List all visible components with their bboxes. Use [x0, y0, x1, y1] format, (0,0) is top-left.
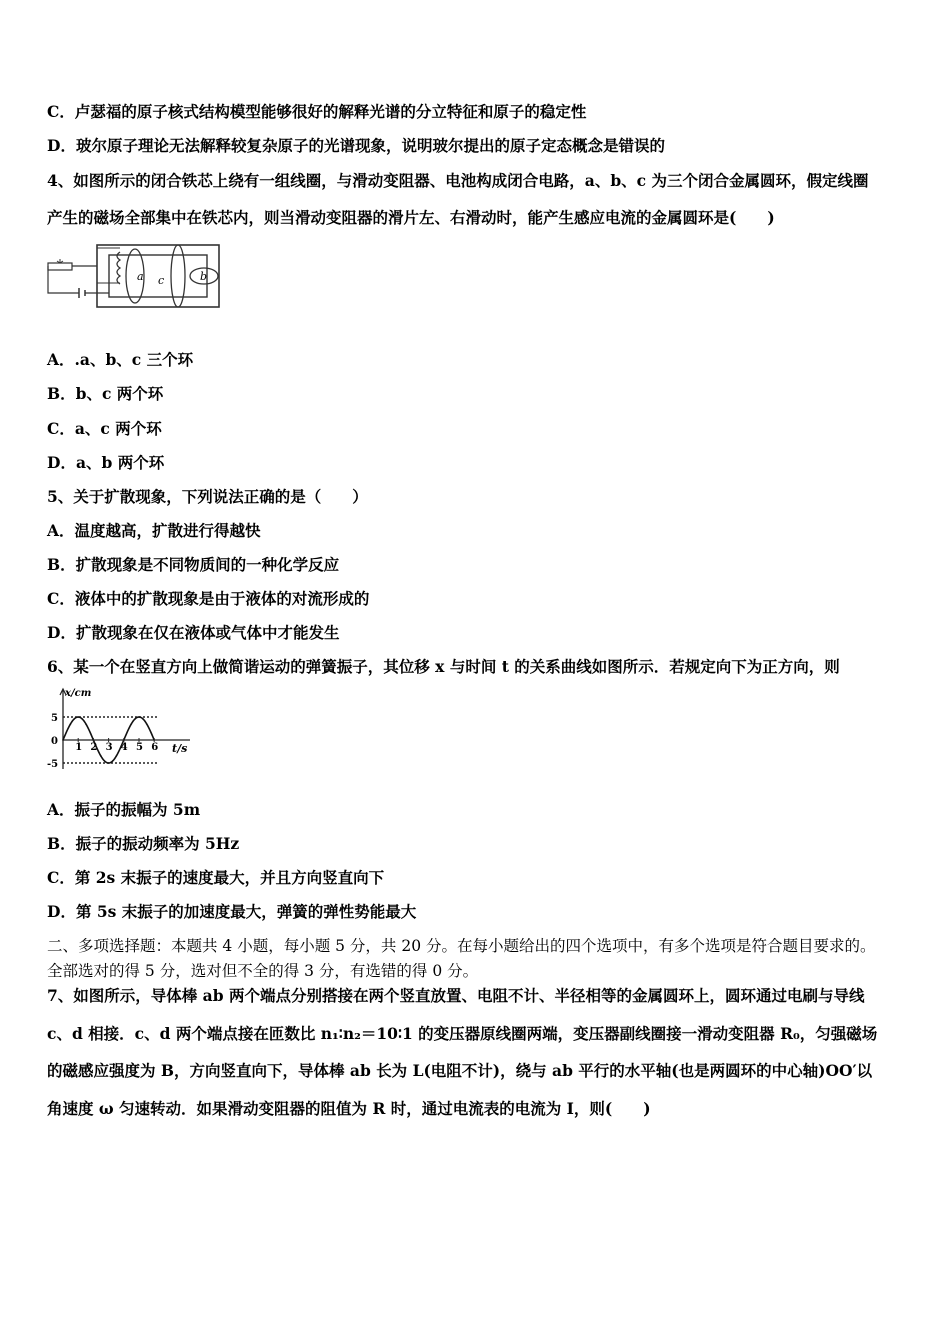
y-axis-label: x/cm [65, 688, 92, 699]
q4-stem-line2: 产生的磁场全部集中在铁芯内，则当滑动变阻器的滑片左、右滑动时，能产生感应电流的金属圆环是( ) [47, 208, 775, 227]
q5-option-b: B．扩散现象是不同物质间的一种化学反应 [47, 555, 340, 574]
data-point [115, 755, 117, 757]
q5-option-c: C．液体中的扩散现象是由于液体的对流形成的 [47, 589, 370, 608]
q4-option-c: C．a、c 两个环 [47, 419, 162, 438]
x-tick-label: 2 [90, 742, 98, 753]
y-tick-label: 0 [51, 736, 58, 747]
q3-option-c: C．卢瑟福的原子核式结构模型能够很好的解释光谱的分立特征和原子的稳定性 [47, 102, 587, 121]
q7-stem-line3: 的磁感应强度为 B，方向竖直向下，导体棒 ab 长为 L(电阻不计)，绕与 ab 平行的水平轴(也是两圆环的中心轴)OO′以 [47, 1061, 873, 1080]
q7-stem-line1: 7、如图所示，导体棒 ab 两个端点分别搭接在两个竖直放置、电阻不计、半径相等的金属圆环上，圆环通过电刷与导线 [47, 986, 865, 1005]
q7-stem-line2: c、d 相接．c、d 两个端点接在匝数比 n₁∶n₂＝10∶1 的变压器原线圈两端，变压器副线圈接一滑动变阻器 R₀，匀强磁场 [47, 1024, 878, 1043]
x-tick-label: 6 [151, 742, 159, 753]
data-point [108, 762, 110, 764]
q4-stem-line1: 4、如图所示的闭合铁芯上绕有一组线圈，与滑动变阻器、电池构成闭合电路，a、b、c 为三个闭合金属圆环，假定线圈 [47, 171, 869, 190]
data-point [77, 716, 79, 718]
data-point [146, 723, 148, 725]
q4-option-b: B．b、c 两个环 [47, 384, 164, 403]
ring-b-label: b [200, 270, 208, 283]
data-point [138, 716, 140, 718]
q5-stem: 5、关于扩散现象，下列说法正确的是（ ） [47, 487, 368, 506]
y-tick-label: 5 [51, 713, 58, 724]
section2-heading-line2: 全部选对的得 5 分，选对但不全的得 3 分，有选错的得 0 分。 [47, 962, 479, 980]
q7-stem-line4: 角速度 ω 匀速转动．如果滑动变阻器的阻值为 R 时，通过电流表的电流为 I，则( ) [47, 1099, 651, 1118]
data-point [131, 723, 133, 725]
q6-displacement-chart [45, 686, 205, 778]
data-point [85, 723, 87, 725]
q4-option-d: D．a、b 两个环 [47, 453, 165, 472]
q6-option-c: C．第 2s 末振子的速度最大，并且方向竖直向下 [47, 868, 385, 887]
q6-option-a: A．振子的振幅为 5m [47, 800, 201, 819]
x-tick-label: 5 [136, 742, 143, 753]
y-tick-label: -5 [47, 759, 59, 770]
data-point [100, 755, 102, 757]
section2-heading-line1: 二、多项选择题：本题共 4 小题，每小题 5 分，共 20 分。在每小题给出的四个选项中，有多个选项是符合题目要求的。 [47, 937, 876, 955]
q6-option-d: D．第 5s 末振子的加速度最大，弹簧的弹性势能最大 [47, 902, 417, 921]
q3-option-d: D．玻尔原子理论无法解释较复杂原子的光谱现象，说明玻尔提出的原子定态概念是错误的 [47, 136, 665, 155]
ring-a-label: a [137, 270, 144, 283]
ring-c-label: c [158, 274, 165, 287]
x-tick-label: 1 [75, 742, 83, 753]
q5-option-d: D．扩散现象在仅在液体或气体中才能发生 [47, 623, 340, 642]
q5-option-a: A．温度越高，扩散进行得越快 [47, 521, 261, 540]
data-point [70, 723, 72, 725]
q4-option-a: A．.a、b、c 三个环 [47, 350, 194, 369]
x-axis-label: t/s [172, 742, 188, 755]
x-tick-label: 4 [120, 742, 128, 753]
x-tick-label: 3 [105, 742, 113, 753]
q6-option-b: B．振子的振动频率为 5Hz [47, 834, 240, 853]
q4-iron-core-figure [45, 238, 225, 314]
data-point [62, 739, 64, 741]
q6-stem: 6、某一个在竖直方向上做简谐运动的弹簧振子，其位移 x 与时间 t 的关系曲线如图所示．若规定向下为正方向，则 [47, 657, 840, 676]
